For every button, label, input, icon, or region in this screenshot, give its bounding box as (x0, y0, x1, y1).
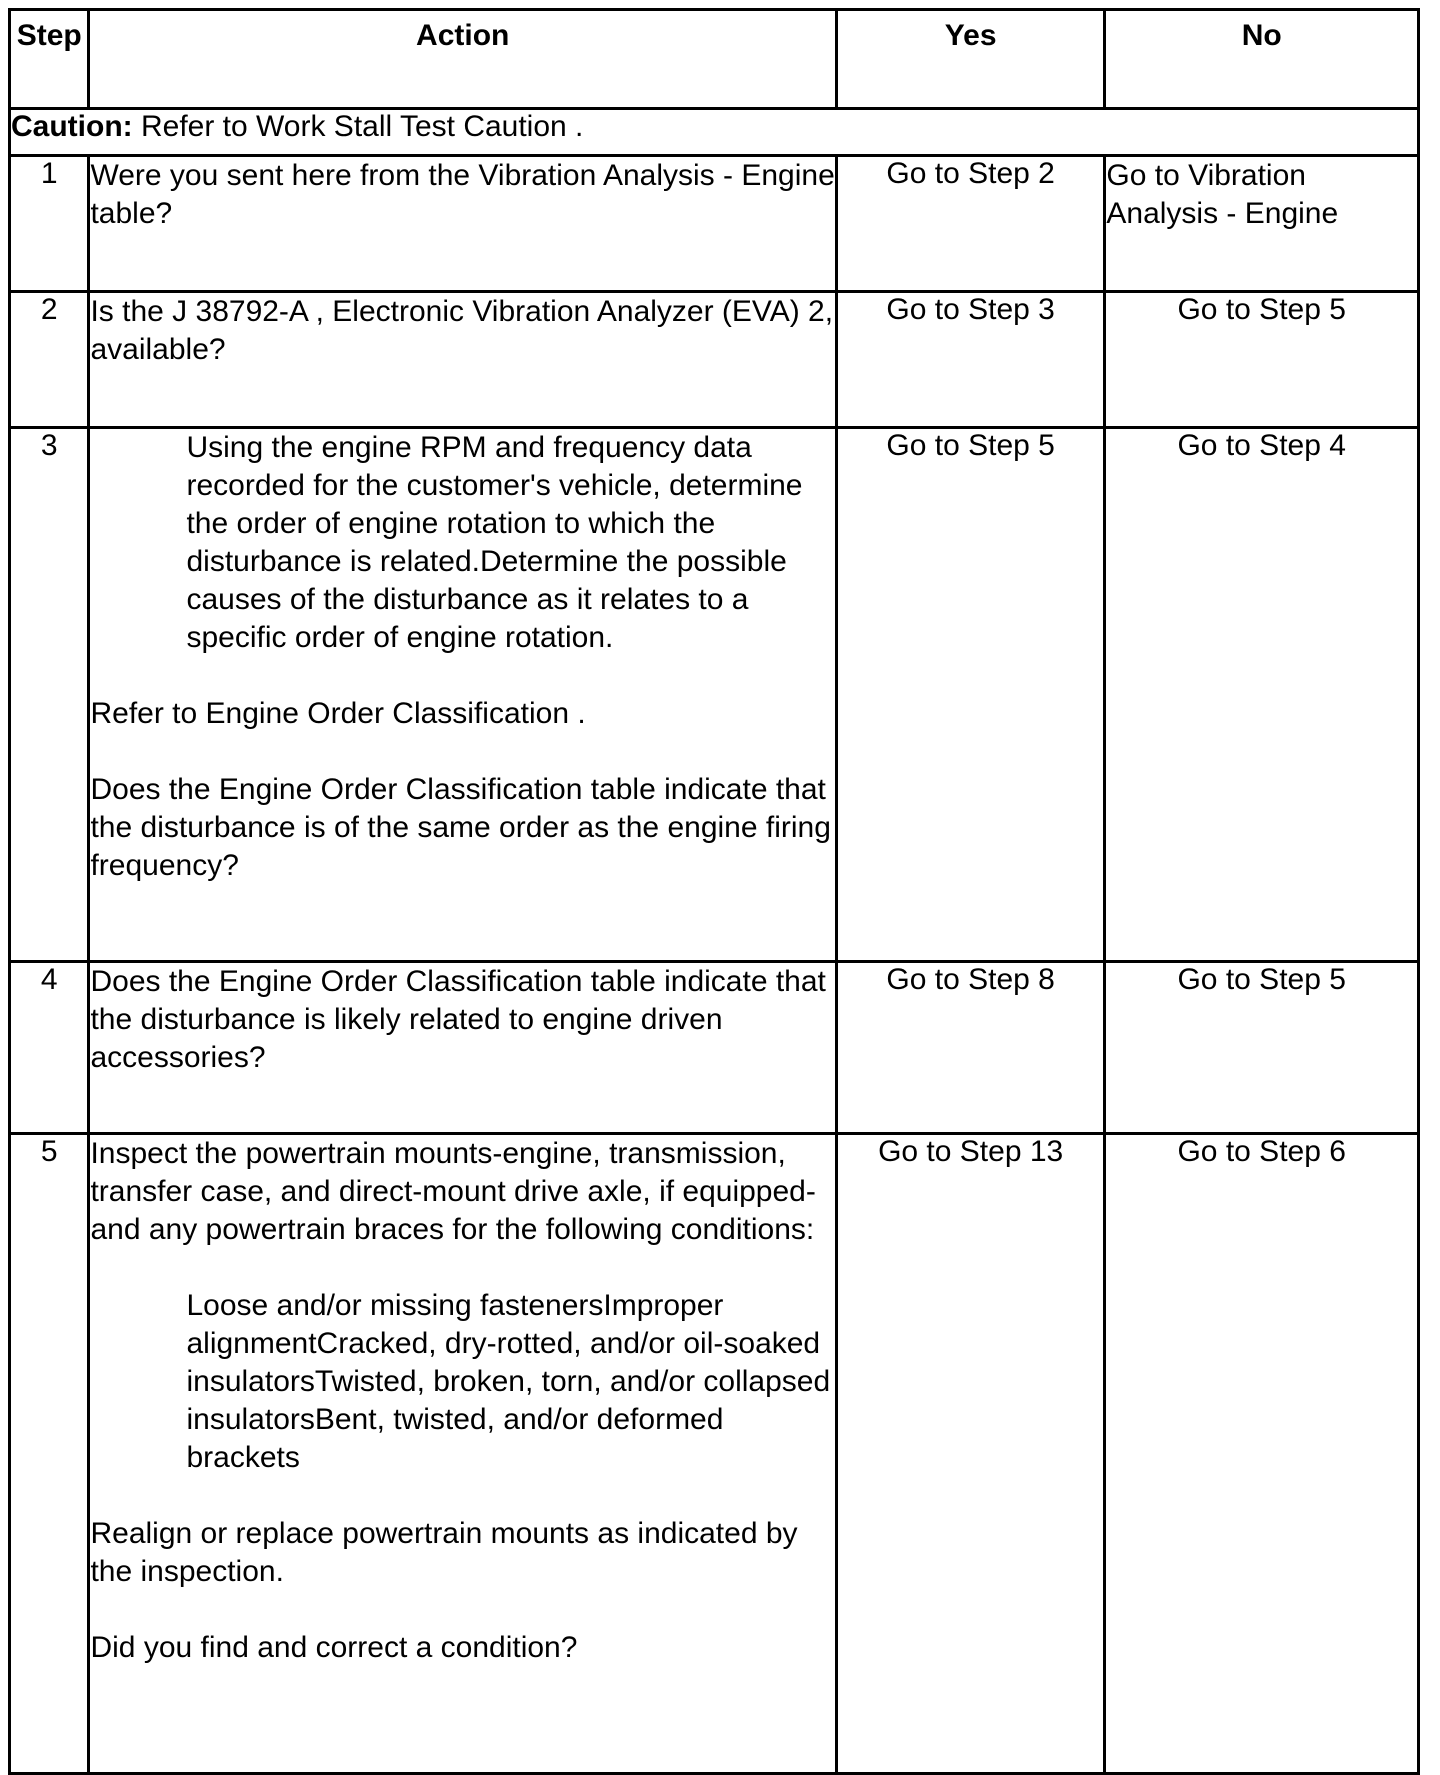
diagnostic-table-page (8, 8, 1420, 1775)
step-header: Step (10, 10, 89, 109)
action-indented-text: Using the engine RPM and frequency data recorded for the customer's vehicle, determine the order of engine rotation to which the disturbance is related.Determine the possible causes of the disturbance as it relates to a specific order of engine rotation. (186, 431, 803, 654)
no-cell: Go to Vibration Analysis - Engine (1105, 156, 1419, 292)
yes-cell: Go to Step 5 (836, 428, 1104, 962)
action-text: Refer to Engine Order Classification . (90, 697, 586, 730)
no-cell: Go to Step 4 (1105, 428, 1419, 962)
action-text: Is the J 38792-A , Electronic Vibration Analyzer (EVA) 2, available? (90, 295, 834, 366)
yes-cell: Go to Step 3 (836, 292, 1104, 428)
step-number: 2 (10, 292, 89, 428)
action-text: Does the Engine Order Classification table indicate that the disturbance is of the same order as the engine firing frequency? (90, 773, 831, 882)
table-row (10, 156, 1419, 292)
action-cell (89, 1134, 836, 1774)
action-cell (89, 428, 836, 962)
action-cell (89, 962, 836, 1134)
no-cell: Go to Step 6 (1105, 1134, 1419, 1774)
table-row (10, 1134, 1419, 1774)
diagnostic-table (8, 8, 1420, 1775)
caution-text: Refer to Work Stall Test Caution . (132, 110, 584, 143)
yes-cell: Go to Step 13 (836, 1134, 1104, 1774)
no-cell: Go to Step 5 (1105, 292, 1419, 428)
step-number: 5 (10, 1134, 89, 1774)
caution-cell (10, 109, 1419, 156)
yes-header: Yes (836, 10, 1104, 109)
step-number: 1 (10, 156, 89, 292)
action-text: Did you find and correct a condition? (90, 1631, 578, 1664)
table-row (10, 428, 1419, 962)
action-cell (89, 292, 836, 428)
action-text: Realign or replace powertrain mounts as indicated by the inspection. (90, 1517, 798, 1588)
action-text: Were you sent here from the Vibration Analysis - Engine table? (90, 159, 835, 230)
action-intro-text: Inspect the powertrain mounts-engine, transmission, transfer case, and direct-mount drive axle, if equipped-and any powertrain braces for the following conditions: (90, 1137, 816, 1246)
action-header: Action (89, 10, 836, 109)
table-row (10, 962, 1419, 1134)
header-row (10, 10, 1419, 109)
caution-label: Caution: (11, 110, 133, 143)
no-header: No (1105, 10, 1419, 109)
table-row (10, 292, 1419, 428)
step-number: 4 (10, 962, 89, 1134)
action-indented-text: Loose and/or missing fastenersImproper alignmentCracked, dry-rotted, and/or oil-soaked insulatorsTwisted, broken, torn, and/or collapsed insulatorsBent, twisted, and/or deformed brackets (186, 1289, 831, 1474)
yes-cell: Go to Step 2 (836, 156, 1104, 292)
caution-row (10, 109, 1419, 156)
yes-cell: Go to Step 8 (836, 962, 1104, 1134)
no-cell: Go to Step 5 (1105, 962, 1419, 1134)
action-cell (89, 156, 836, 292)
action-text: Does the Engine Order Classification table indicate that the disturbance is likely related to engine driven accessories? (90, 965, 826, 1074)
step-number: 3 (10, 428, 89, 962)
